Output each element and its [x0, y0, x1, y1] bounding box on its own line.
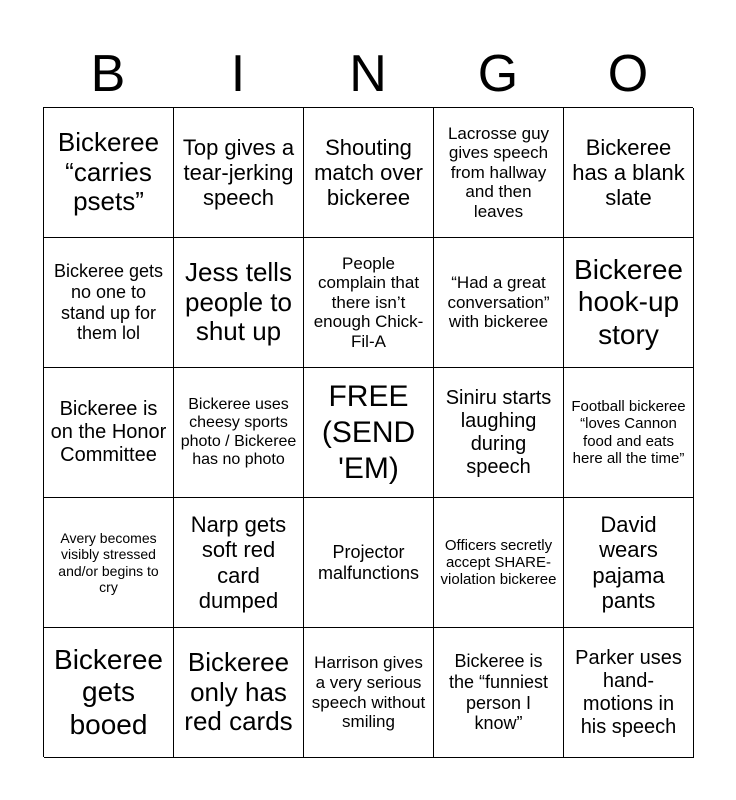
header-letter-o: O: [607, 45, 649, 103]
bingo-grid: [43, 107, 693, 757]
cell-text: Bickeree uses cheesy sports photo / Bickeree has no photo: [180, 395, 297, 468]
bingo-cell-r3c1[interactable]: [44, 368, 174, 498]
cell-text: David wears pajama pants: [592, 511, 665, 613]
bingo-cell-r4c2[interactable]: [174, 498, 304, 628]
cell-text: Bickeree has a blank slate: [572, 134, 685, 211]
cell-text: “Had a great conversation” with bickeree: [447, 273, 550, 332]
header-letter-n: N: [349, 45, 387, 103]
bingo-cell-r4c4[interactable]: [434, 498, 564, 628]
header-letter-g: G: [477, 45, 519, 103]
bingo-cell-r2c3[interactable]: [304, 238, 434, 368]
bingo-cell-r5c3[interactable]: [304, 628, 434, 758]
bingo-cell-r5c5[interactable]: [564, 628, 694, 758]
header-letter-b: B: [90, 45, 126, 103]
bingo-header: [43, 44, 693, 104]
header-letter-i: I: [230, 45, 246, 103]
cell-text: Parker uses hand-motions in his speech: [575, 646, 682, 738]
bingo-cell-r3c5[interactable]: [564, 368, 694, 498]
cell-text: Harrison gives a very serious speech without smiling: [311, 653, 426, 732]
free-space-text: FREE (SEND 'EM): [321, 379, 416, 485]
cell-text: Avery becomes visibly stressed and/or begins to cry: [58, 530, 159, 595]
cell-text: Bickeree “carries psets”: [57, 126, 160, 217]
bingo-cell-r2c1[interactable]: [44, 238, 174, 368]
cell-text: Bickeree only has red cards: [184, 646, 293, 737]
bingo-cell-r1c5[interactable]: [564, 108, 694, 238]
bingo-cell-r4c5[interactable]: [564, 498, 694, 628]
bingo-cell-r1c2[interactable]: [174, 108, 304, 238]
bingo-cell-r3c2[interactable]: [174, 368, 304, 498]
bingo-cell-free[interactable]: [304, 368, 434, 498]
cell-text: Narp gets soft red card dumped: [190, 511, 287, 613]
cell-text: Bickeree hook-up story: [574, 254, 683, 350]
cell-text: People complain that there isn’t enough Chick-Fil-A: [313, 253, 424, 351]
cell-text: Projector malfunctions: [317, 541, 420, 583]
cell-text: Jess tells people to shut up: [185, 256, 292, 347]
bingo-cell-r2c5[interactable]: [564, 238, 694, 368]
bingo-cell-r1c1[interactable]: [44, 108, 174, 238]
bingo-cell-r1c4[interactable]: [434, 108, 564, 238]
bingo-cell-r5c2[interactable]: [174, 628, 304, 758]
bingo-cell-r5c1[interactable]: [44, 628, 174, 758]
cell-text: Siniru starts laughing during speech: [445, 386, 552, 478]
bingo-cell-r2c2[interactable]: [174, 238, 304, 368]
bingo-cell-r3c4[interactable]: [434, 368, 564, 498]
cell-text: Bickeree gets no one to stand up for them lol: [53, 261, 164, 344]
cell-text: Officers secretly accept SHARE-violation bickeree: [440, 536, 557, 589]
cell-text: Bickeree is the “funniest person I know”: [448, 651, 549, 734]
bingo-cell-r1c3[interactable]: [304, 108, 434, 238]
cell-text: Shouting match over bickeree: [314, 134, 423, 211]
cell-text: Top gives a tear-jerking speech: [182, 134, 295, 211]
bingo-cell-r4c3[interactable]: [304, 498, 434, 628]
cell-text: Football bickeree “loves Cannon food and eats here all the time”: [571, 398, 686, 467]
bingo-cell-r2c4[interactable]: [434, 238, 564, 368]
cell-text: Lacrosse guy gives speech from hallway and then leaves: [447, 123, 550, 221]
cell-text: Bickeree is on the Honor Committee: [50, 398, 167, 466]
bingo-cell-r5c4[interactable]: [434, 628, 564, 758]
bingo-cell-r4c1[interactable]: [44, 498, 174, 628]
cell-text: Bickeree gets booed: [54, 644, 163, 740]
